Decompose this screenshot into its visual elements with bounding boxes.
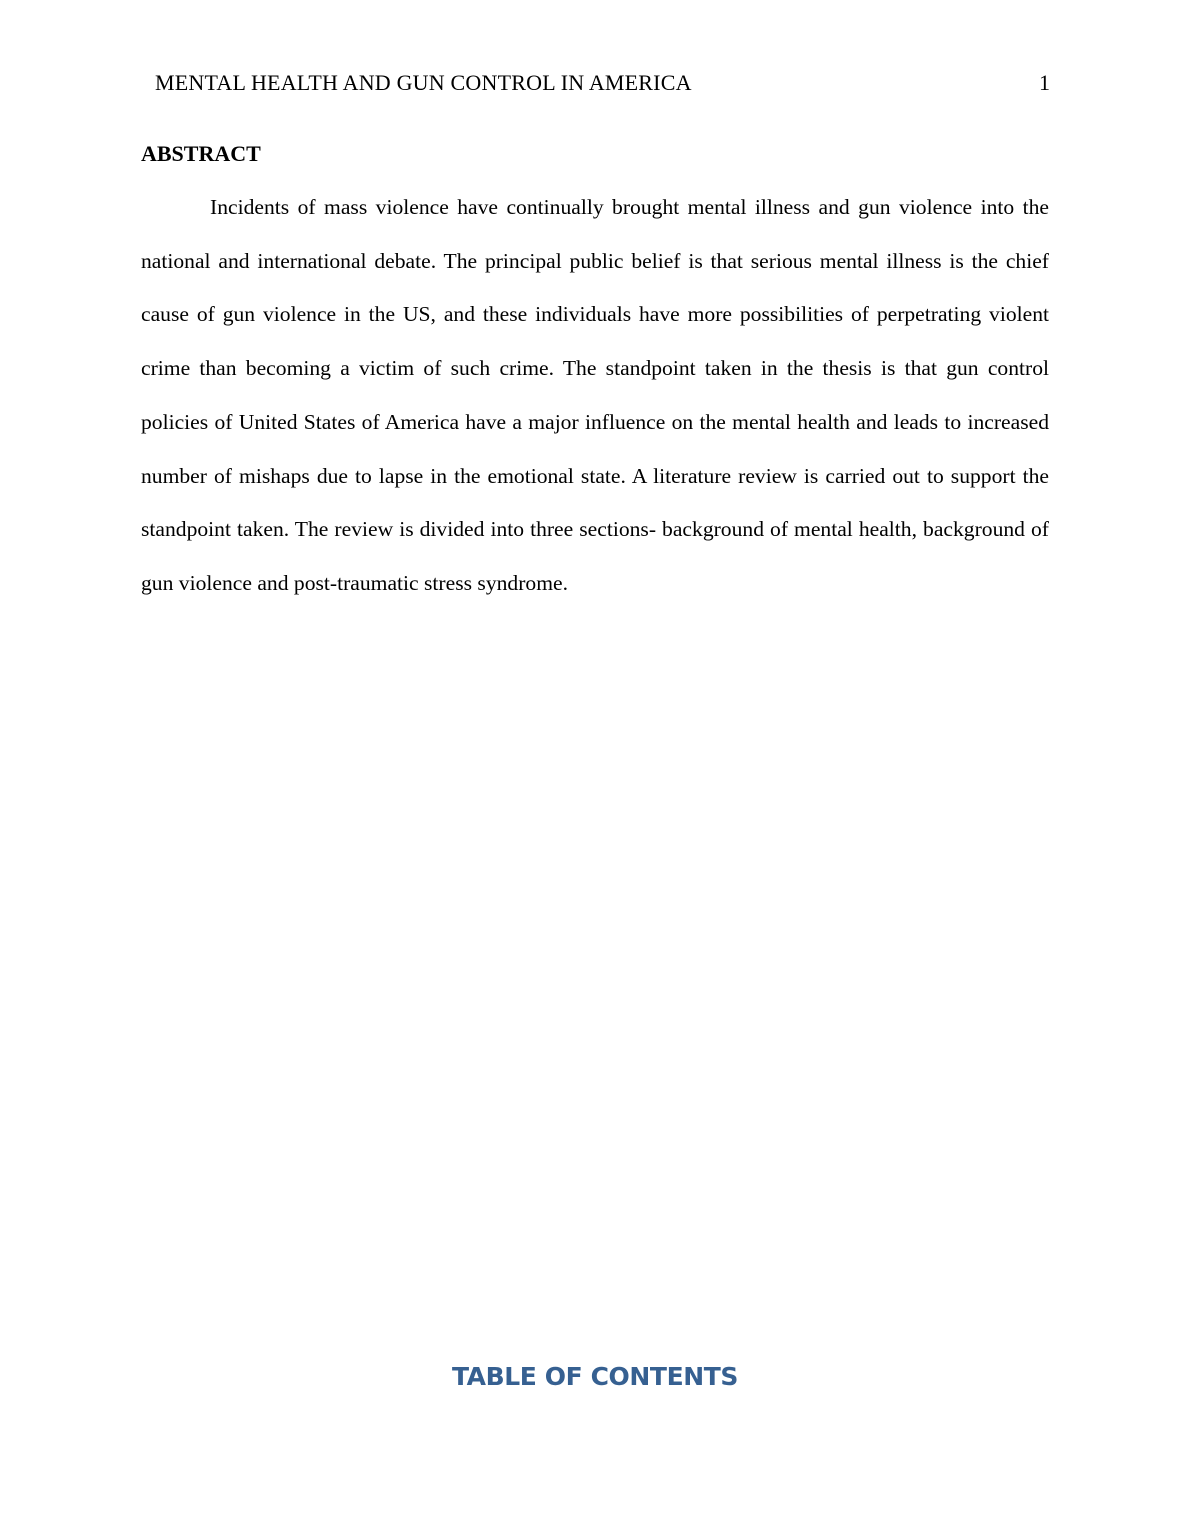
page-header xyxy=(155,68,1050,100)
abstract-heading: ABSTRACT xyxy=(141,141,261,166)
page-number: 1 xyxy=(1039,70,1050,95)
table-of-contents-heading: TABLE OF CONTENTS xyxy=(451,1362,739,1391)
running-head-title: MENTAL HEALTH AND GUN CONTROL IN AMERICA xyxy=(155,70,692,95)
abstract-paragraph: Incidents of mass violence have continually brought mental illness and gun violence into the national and international debate. The principal public belief is that serious mental illness is the chief cause of gun violence in the US, and these individuals have more possibilities of perpetrating violent crime than becoming a victim of such crime. The standpoint taken in the thesis is that gun control policies of United States of America have a major influence on the mental health and leads to increased number of mishaps due to lapse in the emotional state. A literature review is carried out to support the standpoint taken. The review is divided into three sections- background of mental health, background of gun violence and post-traumatic stress syndrome. xyxy=(141,195,1049,595)
